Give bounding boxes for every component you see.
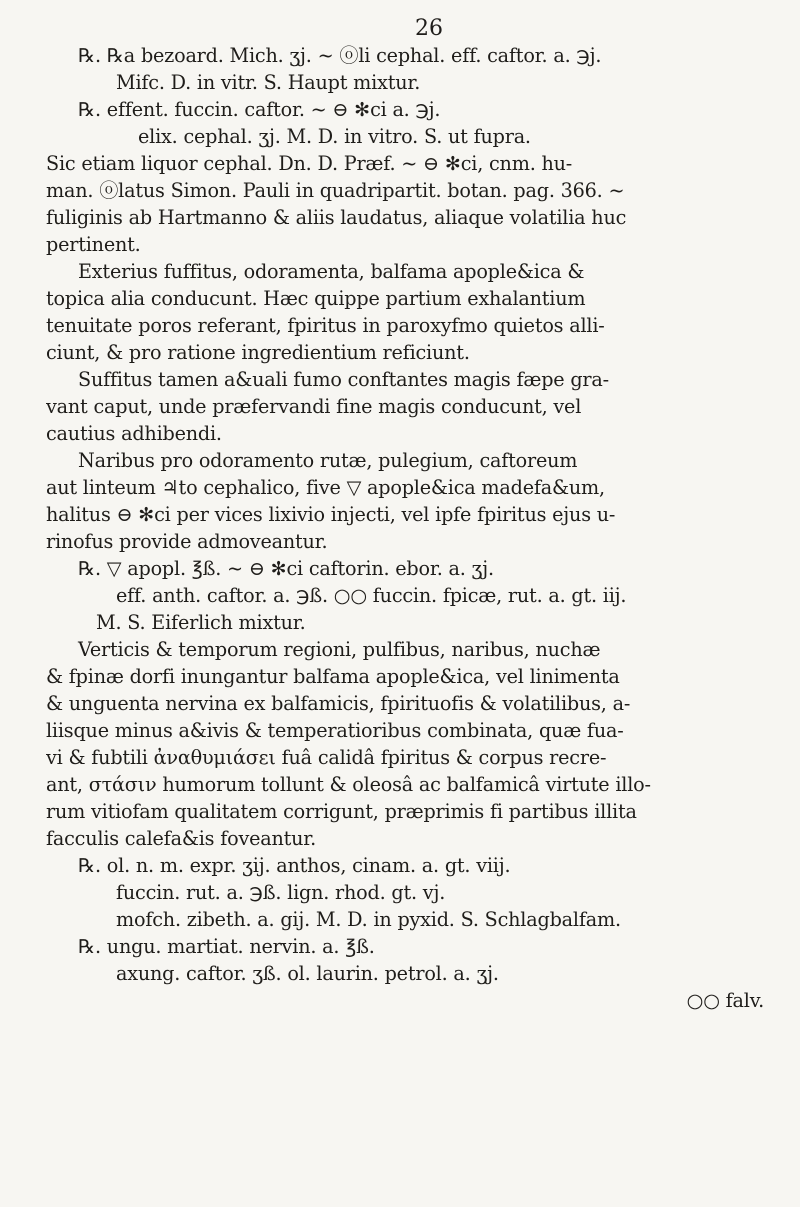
text-line: Sic etiam liquor cephal. Dn. D. Præf. ~ ⊖ ✻ci, cnm. hu-	[46, 152, 573, 175]
text-line: man. ⓞlatus Simon. Pauli in quadripartit. botan. pag. 366. ~	[46, 179, 625, 202]
text-line: mofch. zibeth. a. gij. M. D. in pyxid. S. Schlagbalfam.	[116, 908, 621, 931]
text-line: ℞. effent. fuccin. caftor. ~ ⊖ ✻ci a. ℈j.	[78, 98, 441, 121]
text-line: axung. caftor. ʒß. ol. laurin. petrol. a. ʒj.	[116, 962, 499, 985]
text-line: aut linteum ♃to cephalico, five ▽ apople&ica madefa&um,	[46, 476, 605, 499]
text-line: ℞. ℞a bezoard. Mich. ʒj. ~ ⓞli cephal. eff. caftor. a. ℈j.	[78, 44, 602, 67]
text-line: elix. cephal. ʒj. M. D. in vitro. S. ut fupra.	[138, 125, 531, 148]
text-line: Mifc. D. in vitr. S. Haupt mixtur.	[116, 71, 421, 94]
text-line: fuliginis ab Hartmanno & aliis laudatus, aliaque volatilia huc	[46, 206, 627, 229]
page-number: 26	[415, 16, 443, 41]
text-line: Suffitus tamen a&uali fumo conftantes magis fæpe gra-	[78, 368, 609, 391]
catchword: ○○ falv.	[686, 989, 764, 1012]
text-line: halitus ⊖ ✻ci per vices lixivio injecti, vel ipfe fpiritus ejus u-	[46, 503, 616, 526]
text-line: liisque minus a&ivis & temperatioribus combinata, quæ fua-	[46, 719, 624, 742]
text-line: & unguenta nervina ex balfamicis, fpirituofis & volatilibus, a-	[46, 692, 631, 715]
text-line: eff. anth. caftor. a. ℈ß. ○○ fuccin. fpicæ, rut. a. gt. iij.	[116, 584, 627, 607]
text-line: Verticis & temporum regioni, pulfibus, naribus, nuchæ	[78, 638, 601, 661]
text-line: ℞. ol. n. m. expr. ʒij. anthos, cinam. a. gt. viij.	[78, 854, 511, 877]
text-line: topica alia conducunt. Hæc quippe partium exhalantium	[46, 287, 586, 310]
text-line: ant, στάσιν humorum tollunt & oleosâ ac balfamicâ virtute illo-	[46, 773, 651, 796]
text-line: facculis calefa&is foveantur.	[46, 827, 317, 850]
text-line: tenuitate poros referant, fpiritus in paroxyfmo quietos alli-	[46, 314, 605, 337]
text-line: M. S. Eiferlich mixtur.	[96, 611, 306, 634]
text-line: vant caput, unde præfervandi fine magis conducunt, vel	[46, 395, 582, 418]
text-line: cautius adhibendi.	[46, 422, 222, 445]
text-line: fuccin. rut. a. ℈ß. lign. rhod. gt. vj.	[116, 881, 446, 904]
text-line: rinofus provide admoveantur.	[46, 530, 328, 553]
page-body	[46, 42, 772, 1014]
text-line: & fpinæ dorfi inungantur balfama apople&ica, vel linimenta	[46, 665, 620, 688]
text-line: ℞. ungu. martiat. nervin. a. ℥ß.	[78, 935, 375, 958]
text-line: pertinent.	[46, 233, 141, 256]
text-line: Exterius fuffitus, odoramenta, balfama apople&ica &	[78, 260, 585, 283]
text-line: Naribus pro odoramento rutæ, pulegium, caftoreum	[78, 449, 578, 472]
text-line: rum vitiofam qualitatem corrigunt, præprimis fi partibus illita	[46, 800, 637, 823]
text-line: vi & fubtili ἀναθυμιάσει fuâ calidâ fpiritus & corpus recre-	[46, 746, 607, 769]
text-line: ℞. ▽ apopl. ℥ß. ~ ⊖ ✻ci caftorin. ebor. a. ʒj.	[78, 557, 494, 580]
text-line: ciunt, & pro ratione ingredientium reficiunt.	[46, 341, 470, 364]
